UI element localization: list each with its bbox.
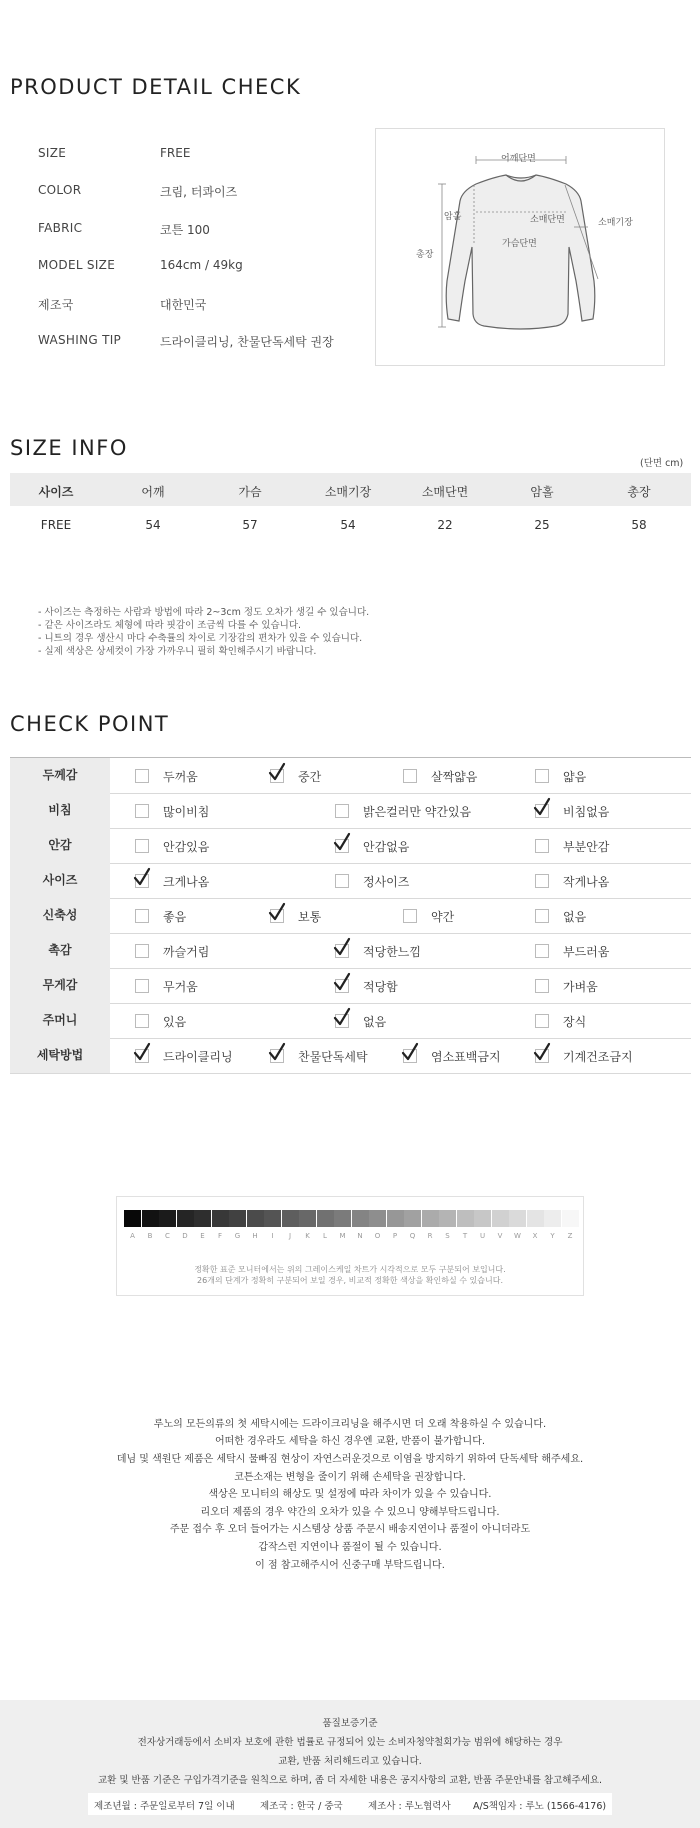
grayscale-chart <box>116 1196 584 1296</box>
care-line: 어떠한 경우라도 세탁을 하신 경우엔 교환, 반품이 불가합니다. <box>214 1436 486 1447</box>
check-option-label: 까슬거림 <box>163 945 210 959</box>
checkbox-icon <box>535 909 549 923</box>
grayscale-letter: E <box>200 1232 205 1240</box>
note-line: - 사이즈는 측정하는 사람과 방법에 따라 2~3cm 정도 오차가 생길 수 있습니다. <box>38 607 370 618</box>
grayscale-swatch <box>509 1210 526 1227</box>
size-header-cell: 총장 <box>627 485 651 499</box>
check-option-label: 없음 <box>563 910 587 924</box>
footer-line: 교환 및 반품 기준은 구입가격기준을 원칙으로 하며, 좀 더 자세한 내용은 공지사항의 교환, 반품 주문안내를 참고해주세요. <box>97 1775 603 1786</box>
spec-value: FREE <box>160 146 191 160</box>
care-line: 루노의 모든의류의 첫 세탁시에는 드라이크리닝을 해주시면 더 오래 착용하실 수 있습니다. <box>153 1419 547 1430</box>
grayscale-swatch <box>387 1210 404 1227</box>
grayscale-letter: G <box>234 1232 241 1240</box>
grayscale-letter: S <box>445 1232 450 1240</box>
check-option-label: 좋음 <box>163 910 187 924</box>
size-table-header <box>10 473 691 506</box>
checkbox-icon <box>535 944 549 958</box>
spec-value: 크림, 터콰이즈 <box>160 185 238 199</box>
checkbox-icon <box>135 839 149 853</box>
checkmark-icon <box>268 762 286 782</box>
spec-row-size <box>38 146 368 166</box>
grayscale-swatch <box>247 1210 264 1227</box>
spec-row-model-size <box>38 258 368 278</box>
checkmark-icon <box>133 1042 151 1062</box>
grayscale-letter: U <box>479 1232 486 1240</box>
grayscale-swatch <box>282 1210 299 1227</box>
check-option-label: 밝은컬러만 약간있음 <box>363 805 472 819</box>
grayscale-letter: J <box>288 1232 292 1240</box>
grayscale-letter: D <box>182 1232 188 1240</box>
spec-value: 대한민국 <box>160 298 207 312</box>
check-row-label: 신축성 <box>10 898 110 933</box>
grayscale-letter: O <box>374 1232 381 1240</box>
detail-title: PRODUCT DETAIL CHECK <box>10 75 302 99</box>
check-row <box>10 793 691 829</box>
check-row <box>10 898 691 934</box>
checkmark-icon <box>333 972 351 992</box>
checkbox-icon <box>335 874 349 888</box>
check-option-label: 없음 <box>363 1015 387 1029</box>
spec-label: WASHING TIP <box>38 333 122 347</box>
check-option-label: 비침없음 <box>563 805 610 819</box>
check-option-label: 무거움 <box>163 980 198 994</box>
check-option-label: 기계건조금지 <box>563 1050 633 1064</box>
grayscale-letter: H <box>252 1232 258 1240</box>
checkbox-icon <box>535 1014 549 1028</box>
grayscale-swatch <box>492 1210 509 1227</box>
grayscale-swatch <box>142 1210 159 1227</box>
check-option-label: 부분안감 <box>563 840 610 854</box>
footer-country: 제조국 : 한국 / 중국 <box>260 1801 343 1812</box>
grayscale-swatch <box>369 1210 386 1227</box>
check-option-label: 작게나옴 <box>563 875 610 889</box>
grayscale-letter: X <box>532 1232 538 1240</box>
checkbox-icon <box>535 979 549 993</box>
check-point-title: CHECK POINT <box>10 712 170 736</box>
check-option-label: 얇음 <box>563 770 587 784</box>
note-line: - 실제 색상은 상세컷이 가장 가까우니 필히 확인해주시기 바랍니다. <box>38 646 317 657</box>
checkbox-icon <box>135 944 149 958</box>
grayscale-letter: R <box>427 1232 433 1240</box>
checkmark-icon <box>133 867 151 887</box>
diagram-label-sleeve-width: 소매단면 <box>530 215 565 225</box>
check-option-label: 안감있음 <box>163 840 210 854</box>
size-unit: (단면 cm) <box>640 458 684 469</box>
grayscale-note: 26개의 단계가 정확히 구분되어 보일 경우, 비교적 정확한 색상을 확인하실 수 있습니다. <box>197 1276 503 1285</box>
spec-value: 코튼 100 <box>160 223 210 237</box>
check-option-label: 크게나옴 <box>163 875 210 889</box>
check-option-label: 정사이즈 <box>363 875 410 889</box>
care-line: 리오더 제품의 경우 약간의 오차가 있을 수 있으니 양해부탁드립니다. <box>200 1507 500 1518</box>
checkbox-icon <box>403 769 417 783</box>
spec-label: 제조국 <box>38 298 74 312</box>
check-option-label: 가벼움 <box>563 980 598 994</box>
footer-title: 품질보증기준 <box>322 1718 378 1729</box>
grayscale-swatch <box>299 1210 316 1227</box>
size-header-cell: 소매단면 <box>421 485 469 499</box>
note-line: - 같은 사이즈라도 체형에 따라 핏감이 조금씩 다를 수 있습니다. <box>38 620 302 631</box>
grayscale-letter: V <box>497 1232 503 1240</box>
check-option-label: 약간 <box>431 910 455 924</box>
grayscale-swatch <box>177 1210 194 1227</box>
care-line: 코튼소재는 변형을 줄이기 위해 손세탁을 권장합니다. <box>234 1472 466 1483</box>
grayscale-swatch <box>474 1210 491 1227</box>
spec-label: MODEL SIZE <box>38 258 116 272</box>
grayscale-swatch <box>544 1210 561 1227</box>
spec-label: SIZE <box>38 146 67 160</box>
check-option-label: 중간 <box>298 770 322 784</box>
quality-footer <box>0 1700 700 1828</box>
grayscale-swatch <box>317 1210 334 1227</box>
checkmark-icon <box>268 902 286 922</box>
grayscale-swatch <box>212 1210 229 1227</box>
grayscale-letter: Q <box>409 1232 416 1240</box>
grayscale-swatch <box>352 1210 369 1227</box>
check-row-label: 세탁방법 <box>10 1038 110 1073</box>
size-header-cell: 소매기장 <box>324 485 372 499</box>
grayscale-letter: C <box>165 1232 170 1240</box>
note-line: - 니트의 경우 생산시 마다 수축률의 차이로 기장감의 편차가 있을 수 있습니다. <box>38 633 363 644</box>
checkbox-icon <box>135 979 149 993</box>
grayscale-note: 정확한 표준 모니터에서는 위의 그레이스케일 차트가 시각적으로 모두 구분되어 보입니다. <box>194 1265 506 1274</box>
checkbox-icon <box>135 1014 149 1028</box>
footer-line: 교환, 반품 처리해드리고 있습니다. <box>278 1756 422 1767</box>
check-row-label: 사이즈 <box>10 863 110 898</box>
spec-row-color <box>38 183 368 203</box>
check-option-label: 살짝얇음 <box>431 770 478 784</box>
size-cell: FREE <box>40 518 72 532</box>
check-row <box>10 863 691 899</box>
grayscale-letter: Y <box>550 1232 555 1240</box>
care-line: 데님 및 색원단 제품은 세탁시 물빠짐 현상이 자연스러운것으로 이염을 방지하기 위하여 단독세탁 해주세요. <box>116 1454 584 1465</box>
grayscale-swatch <box>334 1210 351 1227</box>
footer-date: 제조년월 : 주문일로부터 7일 이내 <box>94 1801 235 1812</box>
check-row <box>10 758 691 794</box>
check-row-label: 비침 <box>10 793 110 828</box>
grayscale-letter: Z <box>567 1232 573 1240</box>
size-notes <box>38 606 369 658</box>
diagram-label-shoulder: 어깨단면 <box>501 154 536 164</box>
diagram-label-armhole: 암홀 <box>444 212 462 222</box>
check-option-label: 장식 <box>563 1015 587 1029</box>
check-row <box>10 828 691 864</box>
grayscale-swatch <box>439 1210 456 1227</box>
check-row <box>10 933 691 969</box>
check-option-label: 많이비침 <box>163 805 210 819</box>
footer-maker: 제조사 : 루노협력사 <box>368 1801 451 1812</box>
grayscale-letter: F <box>217 1232 223 1240</box>
grayscale-letter: I <box>271 1232 274 1240</box>
grayscale-letter: P <box>392 1232 398 1240</box>
size-header-cell: 사이즈 <box>38 485 74 499</box>
check-option-label: 찬물단독세탁 <box>298 1050 368 1064</box>
checkmark-icon <box>401 1042 419 1062</box>
spec-value: 드라이클리닝, 찬물단독세탁 권장 <box>160 335 334 349</box>
check-row <box>10 968 691 1004</box>
check-row <box>10 1038 691 1074</box>
check-option-label: 있음 <box>163 1015 187 1029</box>
size-info-title: SIZE INFO <box>10 436 128 460</box>
check-row <box>10 1003 691 1039</box>
check-row-label: 안감 <box>10 828 110 863</box>
grayscale-swatch <box>264 1210 281 1227</box>
grayscale-letter: M <box>339 1232 346 1240</box>
size-cell: 54 <box>145 518 161 532</box>
size-cell: 22 <box>437 518 453 532</box>
care-line: 주문 접수 후 오더 들어가는 시스템상 상품 주문시 배송지연이나 품절이 아니더라도 <box>169 1524 531 1535</box>
grayscale-letter: W <box>514 1232 521 1240</box>
footer-line: 전자상거래등에서 소비자 보호에 관한 법률로 규정되어 있는 소비자청약철회가능 범위에 해당하는 경우 <box>137 1737 563 1748</box>
grayscale-swatch <box>457 1210 474 1227</box>
size-cell: 25 <box>534 518 550 532</box>
check-row-label: 두께감 <box>10 758 110 793</box>
spec-row-country <box>38 296 368 316</box>
check-row-label: 주머니 <box>10 1003 110 1038</box>
table-row <box>10 514 691 534</box>
spec-row-fabric <box>38 221 368 241</box>
checkbox-icon <box>135 769 149 783</box>
grayscale-swatch <box>562 1210 579 1227</box>
checkbox-icon <box>535 874 549 888</box>
checkmark-icon <box>333 1007 351 1027</box>
diagram-label-length: 총장 <box>416 250 434 260</box>
grayscale-swatch <box>194 1210 211 1227</box>
check-option-label: 두꺼움 <box>163 770 198 784</box>
diagram-label-chest: 가슴단면 <box>502 239 537 249</box>
checkbox-icon <box>135 804 149 818</box>
spec-label: FABRIC <box>38 221 83 235</box>
grayscale-swatch <box>229 1210 246 1227</box>
check-option-label: 부드러움 <box>563 945 610 959</box>
checkmark-icon <box>333 832 351 852</box>
size-cell: 54 <box>340 518 356 532</box>
spec-value: 164cm / 49kg <box>160 258 243 272</box>
grayscale-letter: A <box>130 1232 135 1240</box>
care-line: 이 점 참고해주시어 신중구매 부탁드립니다. <box>255 1560 445 1571</box>
spec-label: COLOR <box>38 183 82 197</box>
footer-info-bar <box>88 1793 612 1815</box>
check-option-label: 안감없음 <box>363 840 410 854</box>
size-header-cell: 가슴 <box>238 485 262 499</box>
check-option-label: 적당함 <box>363 980 398 994</box>
grayscale-letter: L <box>323 1232 327 1240</box>
check-option-label: 보통 <box>298 910 322 924</box>
checkmark-icon <box>268 1042 286 1062</box>
checkbox-icon <box>403 909 417 923</box>
spec-row-washing-tip <box>38 333 368 353</box>
grayscale-letter: B <box>147 1232 153 1240</box>
grayscale-swatch <box>404 1210 421 1227</box>
grayscale-swatch <box>422 1210 439 1227</box>
grayscale-letter: T <box>462 1232 468 1240</box>
check-option-label: 염소표백금지 <box>431 1050 501 1064</box>
grayscale-swatch <box>124 1210 141 1227</box>
care-line: 색상은 모니터의 해상도 및 설정에 따라 차이가 있을 수 있습니다. <box>208 1489 492 1500</box>
checkmark-icon <box>333 937 351 957</box>
checkbox-icon <box>535 769 549 783</box>
garment-diagram <box>375 128 665 366</box>
size-header-cell: 암홀 <box>530 485 554 499</box>
check-option-label: 드라이클리닝 <box>163 1050 233 1064</box>
size-cell: 57 <box>242 518 258 532</box>
diagram-label-sleeve-length: 소매기장 <box>598 218 633 228</box>
check-row-label: 무게감 <box>10 968 110 1003</box>
size-header-cell: 어깨 <box>141 485 165 499</box>
checkbox-icon <box>335 804 349 818</box>
care-line: 갑작스런 지연이나 품절이 될 수 있습니다. <box>258 1542 442 1553</box>
size-cell: 58 <box>631 518 647 532</box>
footer-as: A/S책임자 : 루노 (1566-4176) <box>473 1801 607 1812</box>
grayscale-swatch <box>527 1210 544 1227</box>
grayscale-letter: N <box>357 1232 363 1240</box>
grayscale-swatch <box>159 1210 176 1227</box>
check-row-label: 촉감 <box>10 933 110 968</box>
check-option-label: 적당한느낌 <box>363 945 421 959</box>
checkbox-icon <box>535 839 549 853</box>
checkmark-icon <box>533 1042 551 1062</box>
grayscale-letter: K <box>305 1232 310 1240</box>
checkbox-icon <box>135 909 149 923</box>
checkmark-icon <box>533 797 551 817</box>
